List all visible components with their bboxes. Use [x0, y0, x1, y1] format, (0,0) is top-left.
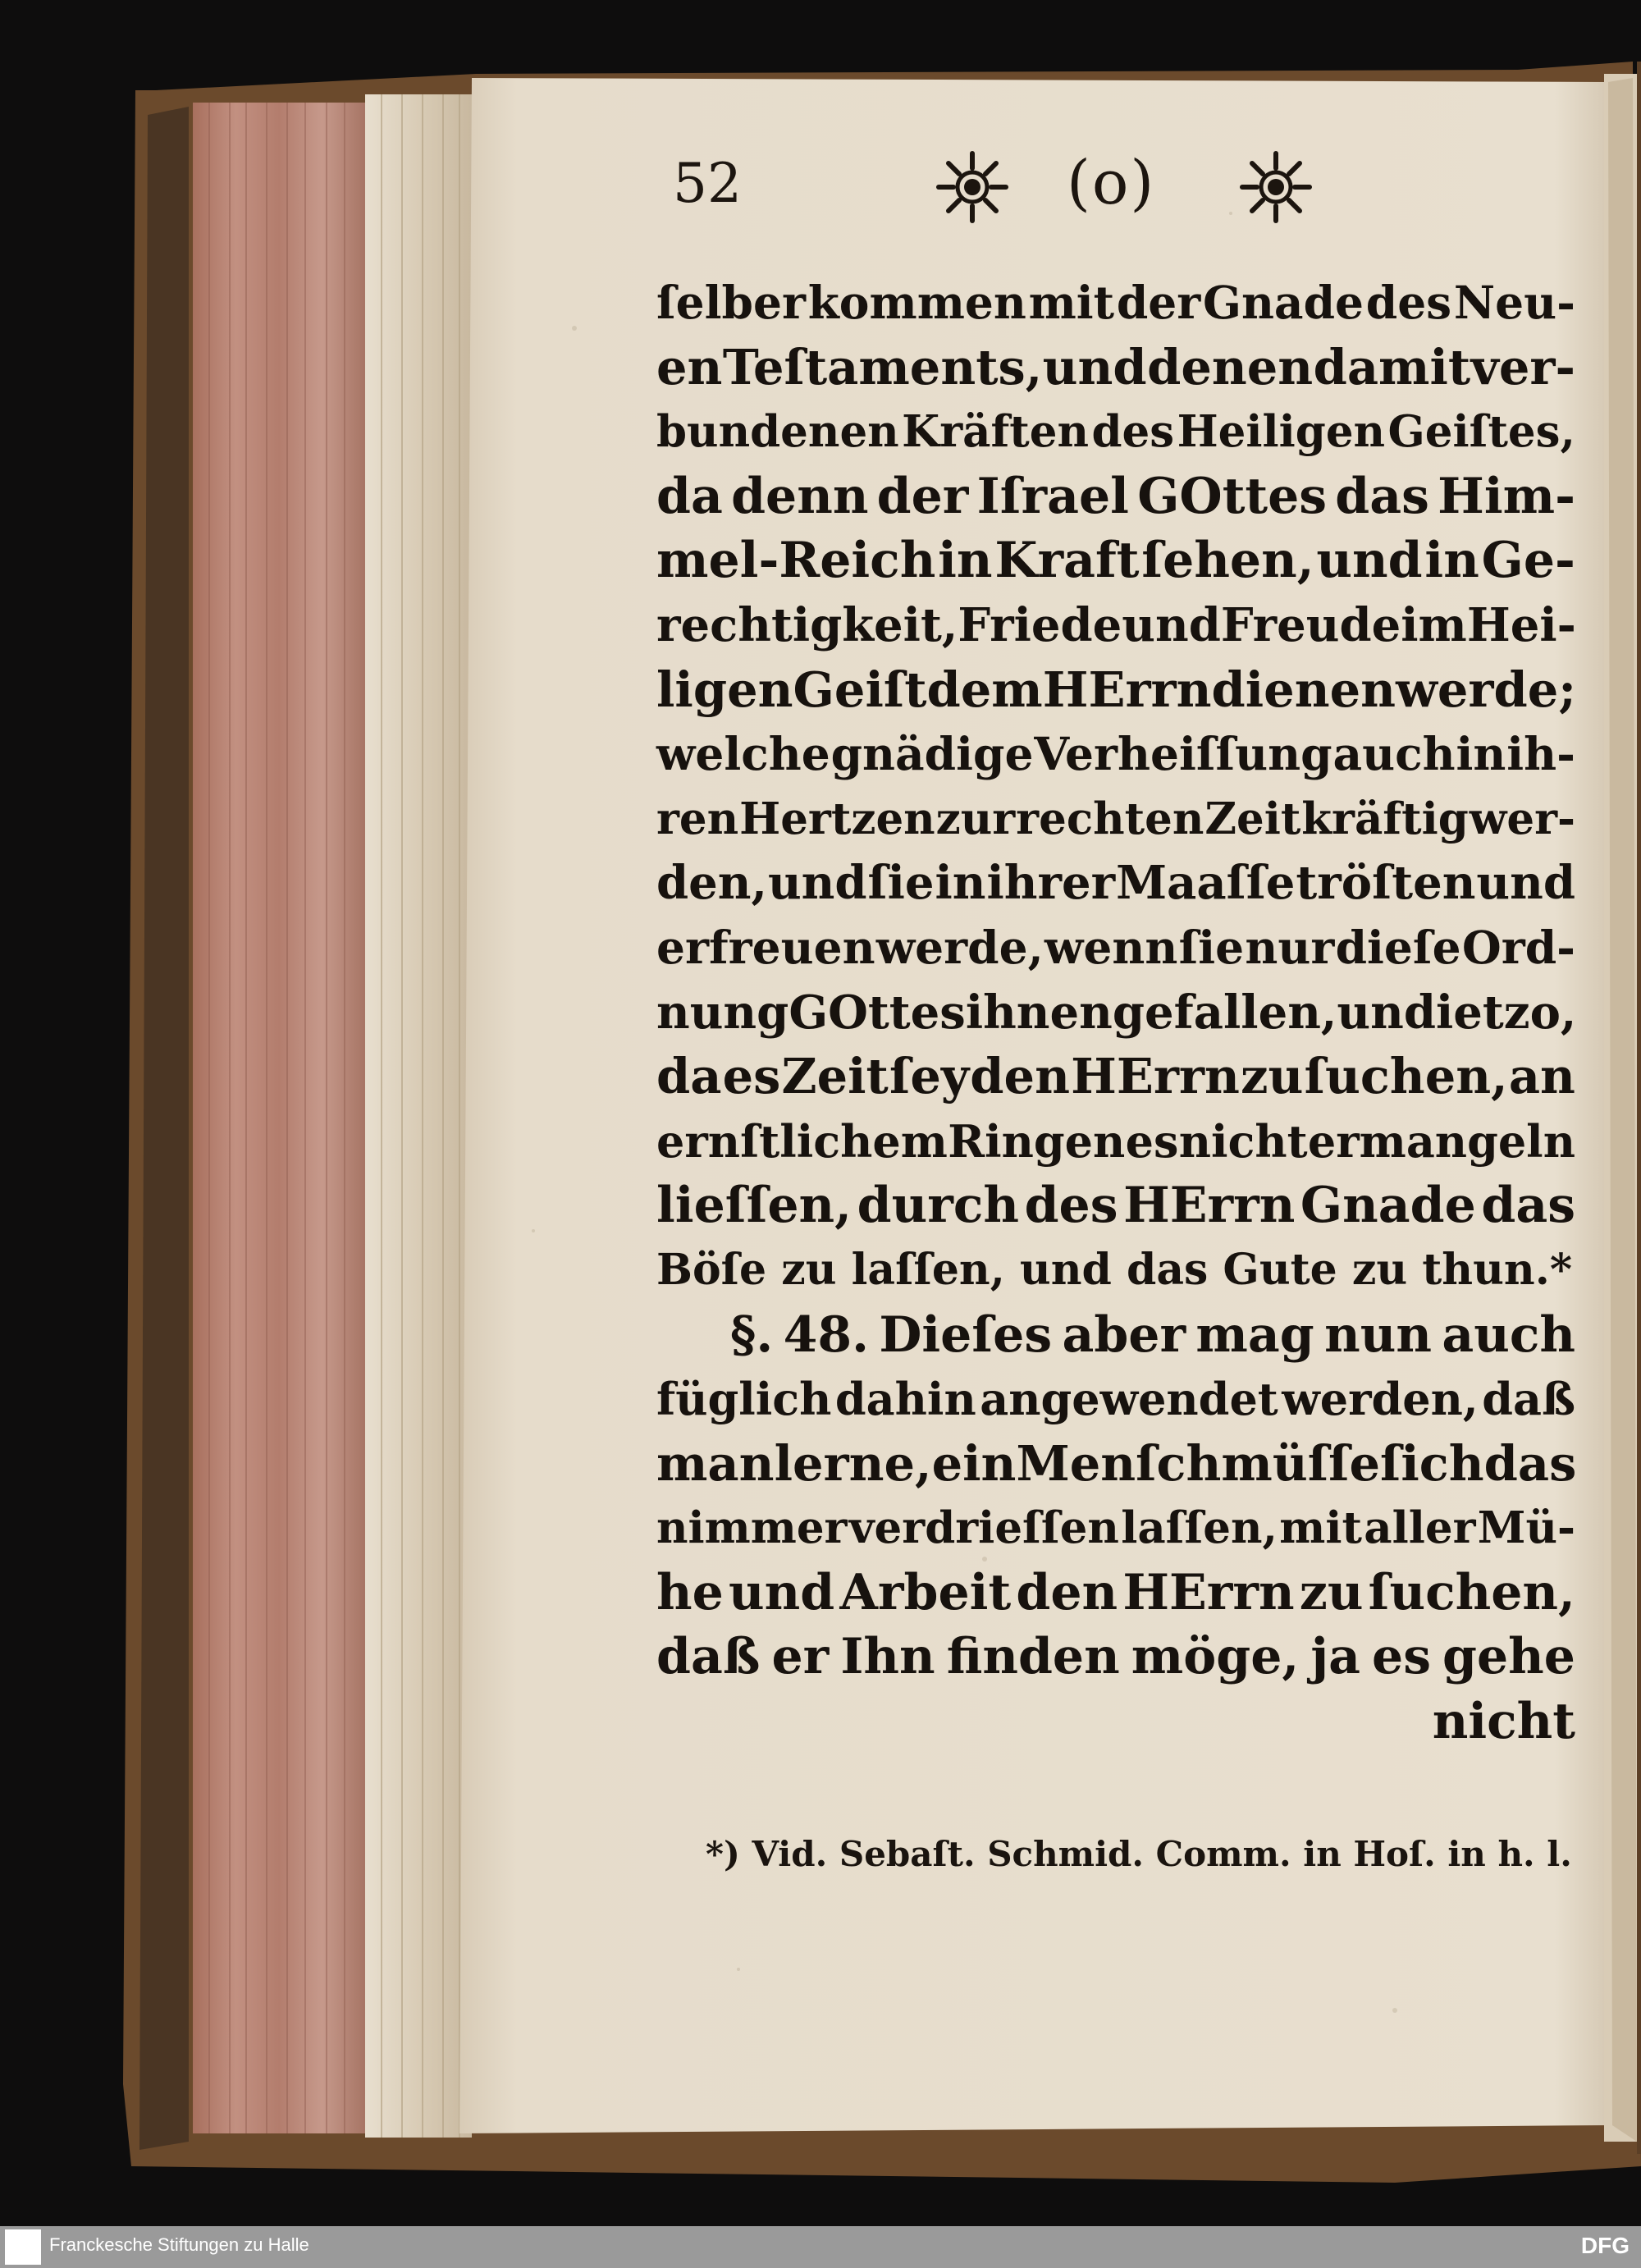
word: nur — [1245, 920, 1335, 974]
word: tröſten — [1296, 856, 1476, 911]
word: HErrn — [1122, 1563, 1295, 1621]
word: Kräften — [902, 406, 1090, 458]
word: Zeit — [781, 1048, 889, 1105]
word: ſelber — [656, 276, 806, 329]
text-line — [656, 1173, 1575, 1238]
word: möge, — [1131, 1628, 1300, 1686]
word: denn — [731, 467, 869, 525]
word: mit — [1028, 276, 1115, 329]
word: GOttes — [1137, 467, 1328, 525]
word: §. — [730, 1305, 774, 1364]
word: Friede — [958, 597, 1122, 652]
word: wer- — [1469, 793, 1575, 844]
word: gnädige — [830, 727, 1034, 781]
word: den — [970, 1048, 1070, 1105]
word: der — [1116, 276, 1201, 329]
text-line — [656, 787, 1575, 852]
word: kommen — [807, 276, 1026, 329]
word: Verheiſſung — [1034, 727, 1332, 781]
word: Maaſſe — [1116, 856, 1296, 911]
word: Hei- — [1466, 597, 1576, 652]
word: ver- — [1470, 338, 1575, 396]
word: Gnade — [1300, 1177, 1476, 1235]
word: das — [1481, 1177, 1575, 1235]
word: dahin — [834, 1373, 976, 1426]
word: nung — [656, 985, 789, 1040]
word: rechtigkeit, — [656, 597, 958, 652]
word: ſey — [889, 1048, 970, 1105]
word: kräftig — [1301, 793, 1469, 844]
word: ihrer — [986, 856, 1116, 911]
word: Ringen — [948, 1114, 1126, 1168]
flower-ornament-icon — [1239, 150, 1313, 224]
text-line — [656, 658, 1575, 723]
word: Ihn — [840, 1628, 935, 1686]
word: müſſe — [1221, 1434, 1381, 1492]
word: rechten — [1016, 793, 1204, 844]
text-line — [656, 1432, 1575, 1497]
word: und — [728, 1563, 835, 1621]
word: ih- — [1506, 727, 1575, 781]
word: dem — [926, 661, 1043, 718]
word: bundenen — [656, 406, 899, 458]
text-line — [656, 722, 1575, 787]
word: ein — [931, 1434, 1017, 1492]
word: Freude — [1220, 597, 1401, 652]
word: zu — [1241, 1048, 1304, 1105]
text-line — [656, 981, 1575, 1045]
word: Gnade — [1202, 276, 1364, 329]
institution-logo-icon — [5, 2229, 41, 2265]
word: dieſe — [1335, 920, 1461, 974]
word: und — [1316, 532, 1423, 590]
word: wenn — [1044, 920, 1178, 974]
word: ſich — [1380, 1434, 1484, 1492]
word: auch — [1442, 1305, 1575, 1364]
word: aber — [1062, 1305, 1186, 1364]
word: und — [1122, 597, 1221, 652]
word: Ord- — [1461, 920, 1575, 974]
word: Neu- — [1453, 276, 1575, 329]
word: da — [656, 1048, 722, 1105]
word: ſehen, — [1141, 532, 1314, 590]
word: ja — [1310, 1628, 1360, 1686]
word: des — [1024, 1177, 1118, 1235]
word: Geiſt — [793, 661, 927, 718]
text-line — [656, 1109, 1575, 1174]
word: das — [1335, 467, 1429, 525]
word: mel-Reich — [656, 532, 936, 590]
word: laſſen, — [1121, 1502, 1278, 1554]
word: zur — [935, 793, 1016, 844]
word: ietzo, — [1436, 985, 1577, 1040]
word: HErrn — [1071, 1048, 1240, 1105]
text-line: Böſe zu laſſen, und das Gute zu thun.* — [656, 1244, 1573, 1295]
section-heading-line — [656, 1303, 1575, 1368]
word: gefallen, — [1112, 985, 1337, 1040]
word: lerne, — [774, 1434, 932, 1492]
footnote: *) Vid. Sebaſt. Schmid. Comm. in Hoſ. in h. l. — [706, 1834, 1572, 1874]
word: in — [1456, 727, 1506, 781]
word: Geiſtes, — [1387, 406, 1575, 458]
word: Iſrael — [976, 467, 1129, 525]
word: werde, — [875, 920, 1044, 974]
word: und — [767, 856, 867, 911]
word: das — [1483, 1434, 1577, 1492]
word: lieſſen, — [656, 1177, 852, 1235]
text-line — [656, 528, 1575, 593]
word: nimmer — [656, 1502, 848, 1554]
word: gehe — [1442, 1628, 1575, 1686]
word: in — [935, 856, 986, 911]
page-number: 52 — [673, 152, 742, 215]
word: ren — [656, 793, 739, 844]
word: aller — [1364, 1502, 1476, 1554]
word: HErrn — [1042, 661, 1212, 718]
word: Hertzen — [739, 793, 935, 844]
word: finden — [946, 1628, 1120, 1686]
body-text — [656, 271, 1575, 1754]
word: und — [1476, 856, 1575, 911]
word: werden, — [1282, 1373, 1479, 1426]
word: HErrn — [1123, 1177, 1296, 1235]
word: ſuchen, — [1368, 1563, 1575, 1621]
word: im — [1401, 597, 1467, 652]
text-line — [656, 271, 1575, 336]
word: Teſtaments, — [722, 338, 1043, 396]
word: es — [722, 1048, 781, 1105]
word: mag — [1195, 1305, 1314, 1364]
word: zu — [1299, 1563, 1364, 1621]
word: ſie — [867, 856, 935, 911]
word: he — [656, 1563, 724, 1621]
word: ermangeln — [1307, 1114, 1575, 1168]
word: in — [938, 532, 993, 590]
word: welche — [656, 727, 830, 781]
word: des — [1091, 406, 1175, 458]
signature-mark: (o) — [1067, 148, 1156, 218]
word: Menſch — [1016, 1434, 1222, 1492]
word: erfreuen — [656, 920, 875, 974]
word: dienen — [1211, 661, 1396, 718]
word: nun — [1324, 1305, 1432, 1364]
page-block-edge — [193, 103, 365, 2133]
footer-bar — [0, 2226, 1641, 2268]
word: 48. — [783, 1305, 869, 1364]
word: ſie — [1178, 920, 1245, 974]
word: es — [1125, 1114, 1179, 1168]
text-line — [656, 1045, 1575, 1109]
catchword: nicht — [1432, 1693, 1575, 1751]
text-line — [656, 1561, 1575, 1626]
word: angewendet — [980, 1373, 1278, 1426]
word: Ge- — [1481, 532, 1575, 590]
word: da — [656, 467, 723, 525]
word: den — [1016, 1563, 1118, 1621]
word: des — [1365, 276, 1452, 329]
word: en — [656, 338, 723, 396]
word: daß — [1482, 1373, 1575, 1426]
word: Mü- — [1477, 1502, 1575, 1554]
word: daß — [656, 1628, 761, 1686]
word: es — [1372, 1628, 1431, 1686]
word: in — [1424, 532, 1479, 590]
funder-logo: DFG — [1580, 2233, 1630, 2258]
running-head — [673, 144, 1313, 242]
word: nicht — [1178, 1114, 1308, 1168]
flower-ornament-icon — [935, 150, 1009, 224]
institution-name: Franckesche Stiftungen zu Halle — [49, 2234, 309, 2255]
text-line — [656, 464, 1575, 529]
word: GOttes — [789, 985, 966, 1040]
text-line — [656, 1367, 1575, 1432]
word: Arbeit — [839, 1563, 1012, 1621]
text-line — [656, 1496, 1575, 1561]
text-line — [656, 851, 1575, 916]
word: an — [1508, 1048, 1575, 1105]
word: Heiligen — [1177, 406, 1386, 458]
word: man — [656, 1434, 775, 1492]
word: ernſtlichem — [656, 1114, 948, 1168]
word: durch — [857, 1177, 1019, 1235]
word: der — [876, 467, 969, 525]
word: und — [1042, 338, 1147, 396]
word: und — [1337, 985, 1436, 1040]
word: damit — [1313, 338, 1471, 396]
word: Kraft — [994, 532, 1140, 590]
word: ſuchen, — [1304, 1048, 1508, 1105]
word: mit — [1279, 1502, 1362, 1554]
text-line — [656, 400, 1575, 464]
word: auch — [1332, 727, 1456, 781]
word: Him- — [1438, 467, 1575, 525]
text-line — [656, 916, 1575, 981]
word: ligen — [656, 661, 793, 718]
word: verdrieſſen — [848, 1502, 1119, 1554]
text-line — [656, 593, 1575, 658]
word: Zeit — [1204, 793, 1301, 844]
word: den, — [656, 856, 767, 911]
word: werde; — [1396, 661, 1577, 718]
word: er — [771, 1628, 830, 1686]
word: denen — [1147, 338, 1314, 396]
word: Dieſes — [879, 1305, 1053, 1364]
text-line — [656, 1625, 1575, 1690]
word: füglich — [656, 1373, 832, 1426]
text-line — [656, 336, 1575, 400]
word: ihnen — [965, 985, 1113, 1040]
